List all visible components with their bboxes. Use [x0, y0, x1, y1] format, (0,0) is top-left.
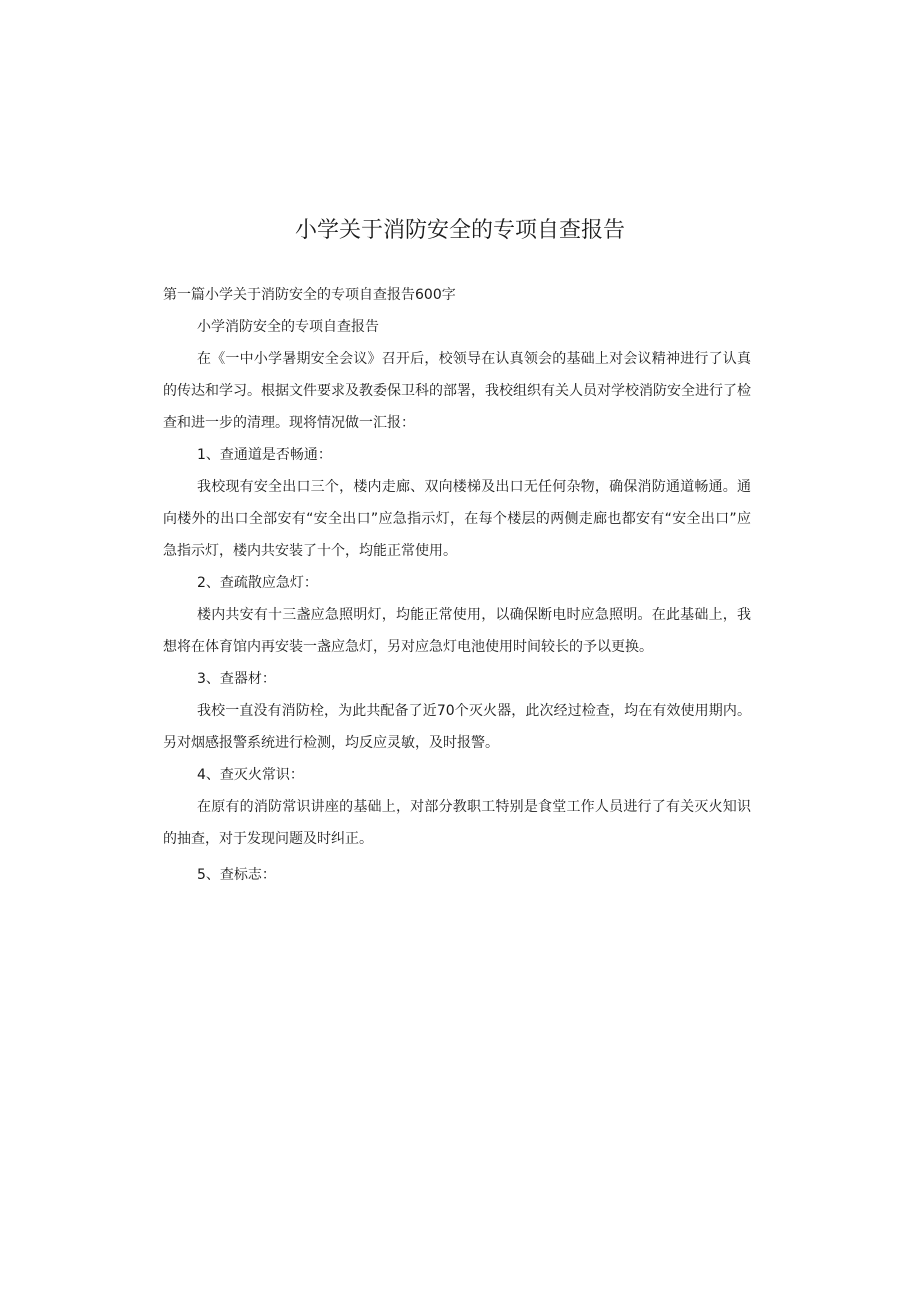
section-heading-3: 3、查器材：: [197, 671, 276, 687]
document-body: [163, 279, 751, 891]
intro-paragraph: 在《一中小学暑期安全会议》召开后，校领导在认真领会的基础上对会议精神进行了认真的传达和学习。根据文件要求及教委保卫科的部署，我校组织有关人员对学校消防安全进行了检查和进一步的清理。现将情况做一汇报：: [163, 351, 751, 431]
section-heading-2: 2、查疏散应急灯：: [197, 575, 318, 591]
section-body-4: 在原有的消防常识讲座的基础上，对部分教职工特别是食堂工作人员进行了有关灭火知识的抽查，对于发现问题及时纠正。: [163, 799, 751, 847]
report-subtitle: 小学消防安全的专项自查报告: [197, 319, 379, 335]
page-title: 小学关于消防安全的专项自查报告: [294, 218, 625, 243]
section-heading-1: 1、查通道是否畅通：: [197, 447, 332, 463]
section-body-2: 楼内共安有十三盏应急照明灯，均能正常使用，以确保断电时应急照明。在此基础上，我想将在体育馆内再安装一盏应急灯，另对应急灯电池使用时间较长的予以更换。: [163, 607, 751, 655]
section-heading-4: 4、查灭火常识：: [197, 767, 304, 783]
section-body-3: 我校一直没有消防栓，为此共配备了近70个灭火器，此次经过检查，均在有效使用期内。另对烟感报警系统进行检测，均反应灵敏，及时报警。: [163, 703, 751, 751]
article-heading: 第一篇小学关于消防安全的专项自查报告600字: [163, 287, 456, 303]
section-heading-5: 5、查标志：: [197, 867, 276, 883]
section-body-1: 我校现有安全出口三个，楼内走廊、双向楼梯及出口无任何杂物，确保消防通道畅通。通向楼外的出口全部安有“安全出口”应急指示灯，在每个楼层的两侧走廊也都安有“安全出口”应急指示灯，楼内共安装了十个，均能正常使用。: [163, 479, 751, 559]
